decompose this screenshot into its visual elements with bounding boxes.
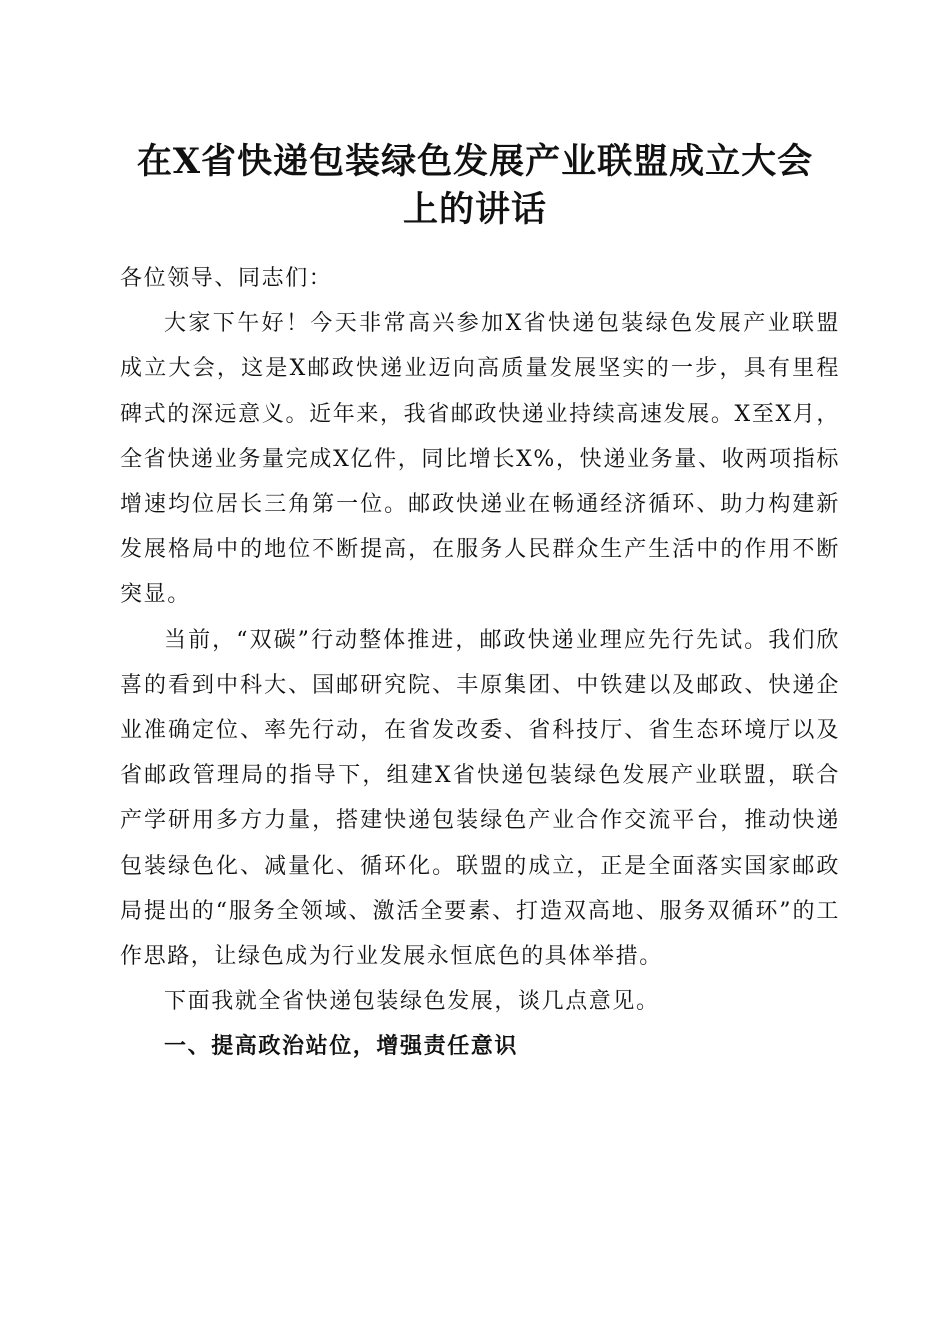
document-body [120,256,840,1070]
paragraph-transition: 下面我就全省快递包装绿色发展，谈几点意见。 [164,989,660,1015]
document-title-line-1: 在X省快递包装绿色发展产业联盟成立大会 [136,141,814,182]
paragraph-dual-carbon: 当前，“双碳”行动整体推进，邮政快递业理应先行先试。我们欣喜的看到中科大、国邮研究院、丰原集团、中铁建以及邮政、快递企业准确定位、率先行动，在省发改委、省科技厅、省生态环境厅以及省邮政管理局的指导下，组建X省快递包装绿色发展产业联盟，联合产学研用多方力量，搭建快递包装绿色产业合作交流平台，推动快递包装绿色化、减量化、循环化。联盟的成立，正是全面落实国家邮政局提出的“服务全领域、激活全要素、打造双高地、服务双循环”的工作思路，让绿色成为行业发展永恒底色的具体举措。 [120,627,840,970]
paragraph-opening: 大家下午好！今天非常高兴参加X省快递包装绿色发展产业联盟成立大会，这是X邮政快递业迈向高质量发展坚实的一步，具有里程碑式的深远意义。近年来，我省邮政快递业持续高速发展。X至X月，全省快递业务量完成X亿件，同比增长X%，快递业务量、收两项指标增速均位居长三角第一位。邮政快递业在畅通经济循环、助力构建新发展格局中的地位不断提高，在服务人民群众生产生活中的作用不断突显。 [120,311,840,608]
document-title [100,138,850,234]
salutation: 各位领导、同志们： [120,266,333,291]
document-title-line-2: 上的讲话 [402,189,547,230]
section-heading-1: 一、提高政治站位，增强责任意识 [164,1034,519,1060]
